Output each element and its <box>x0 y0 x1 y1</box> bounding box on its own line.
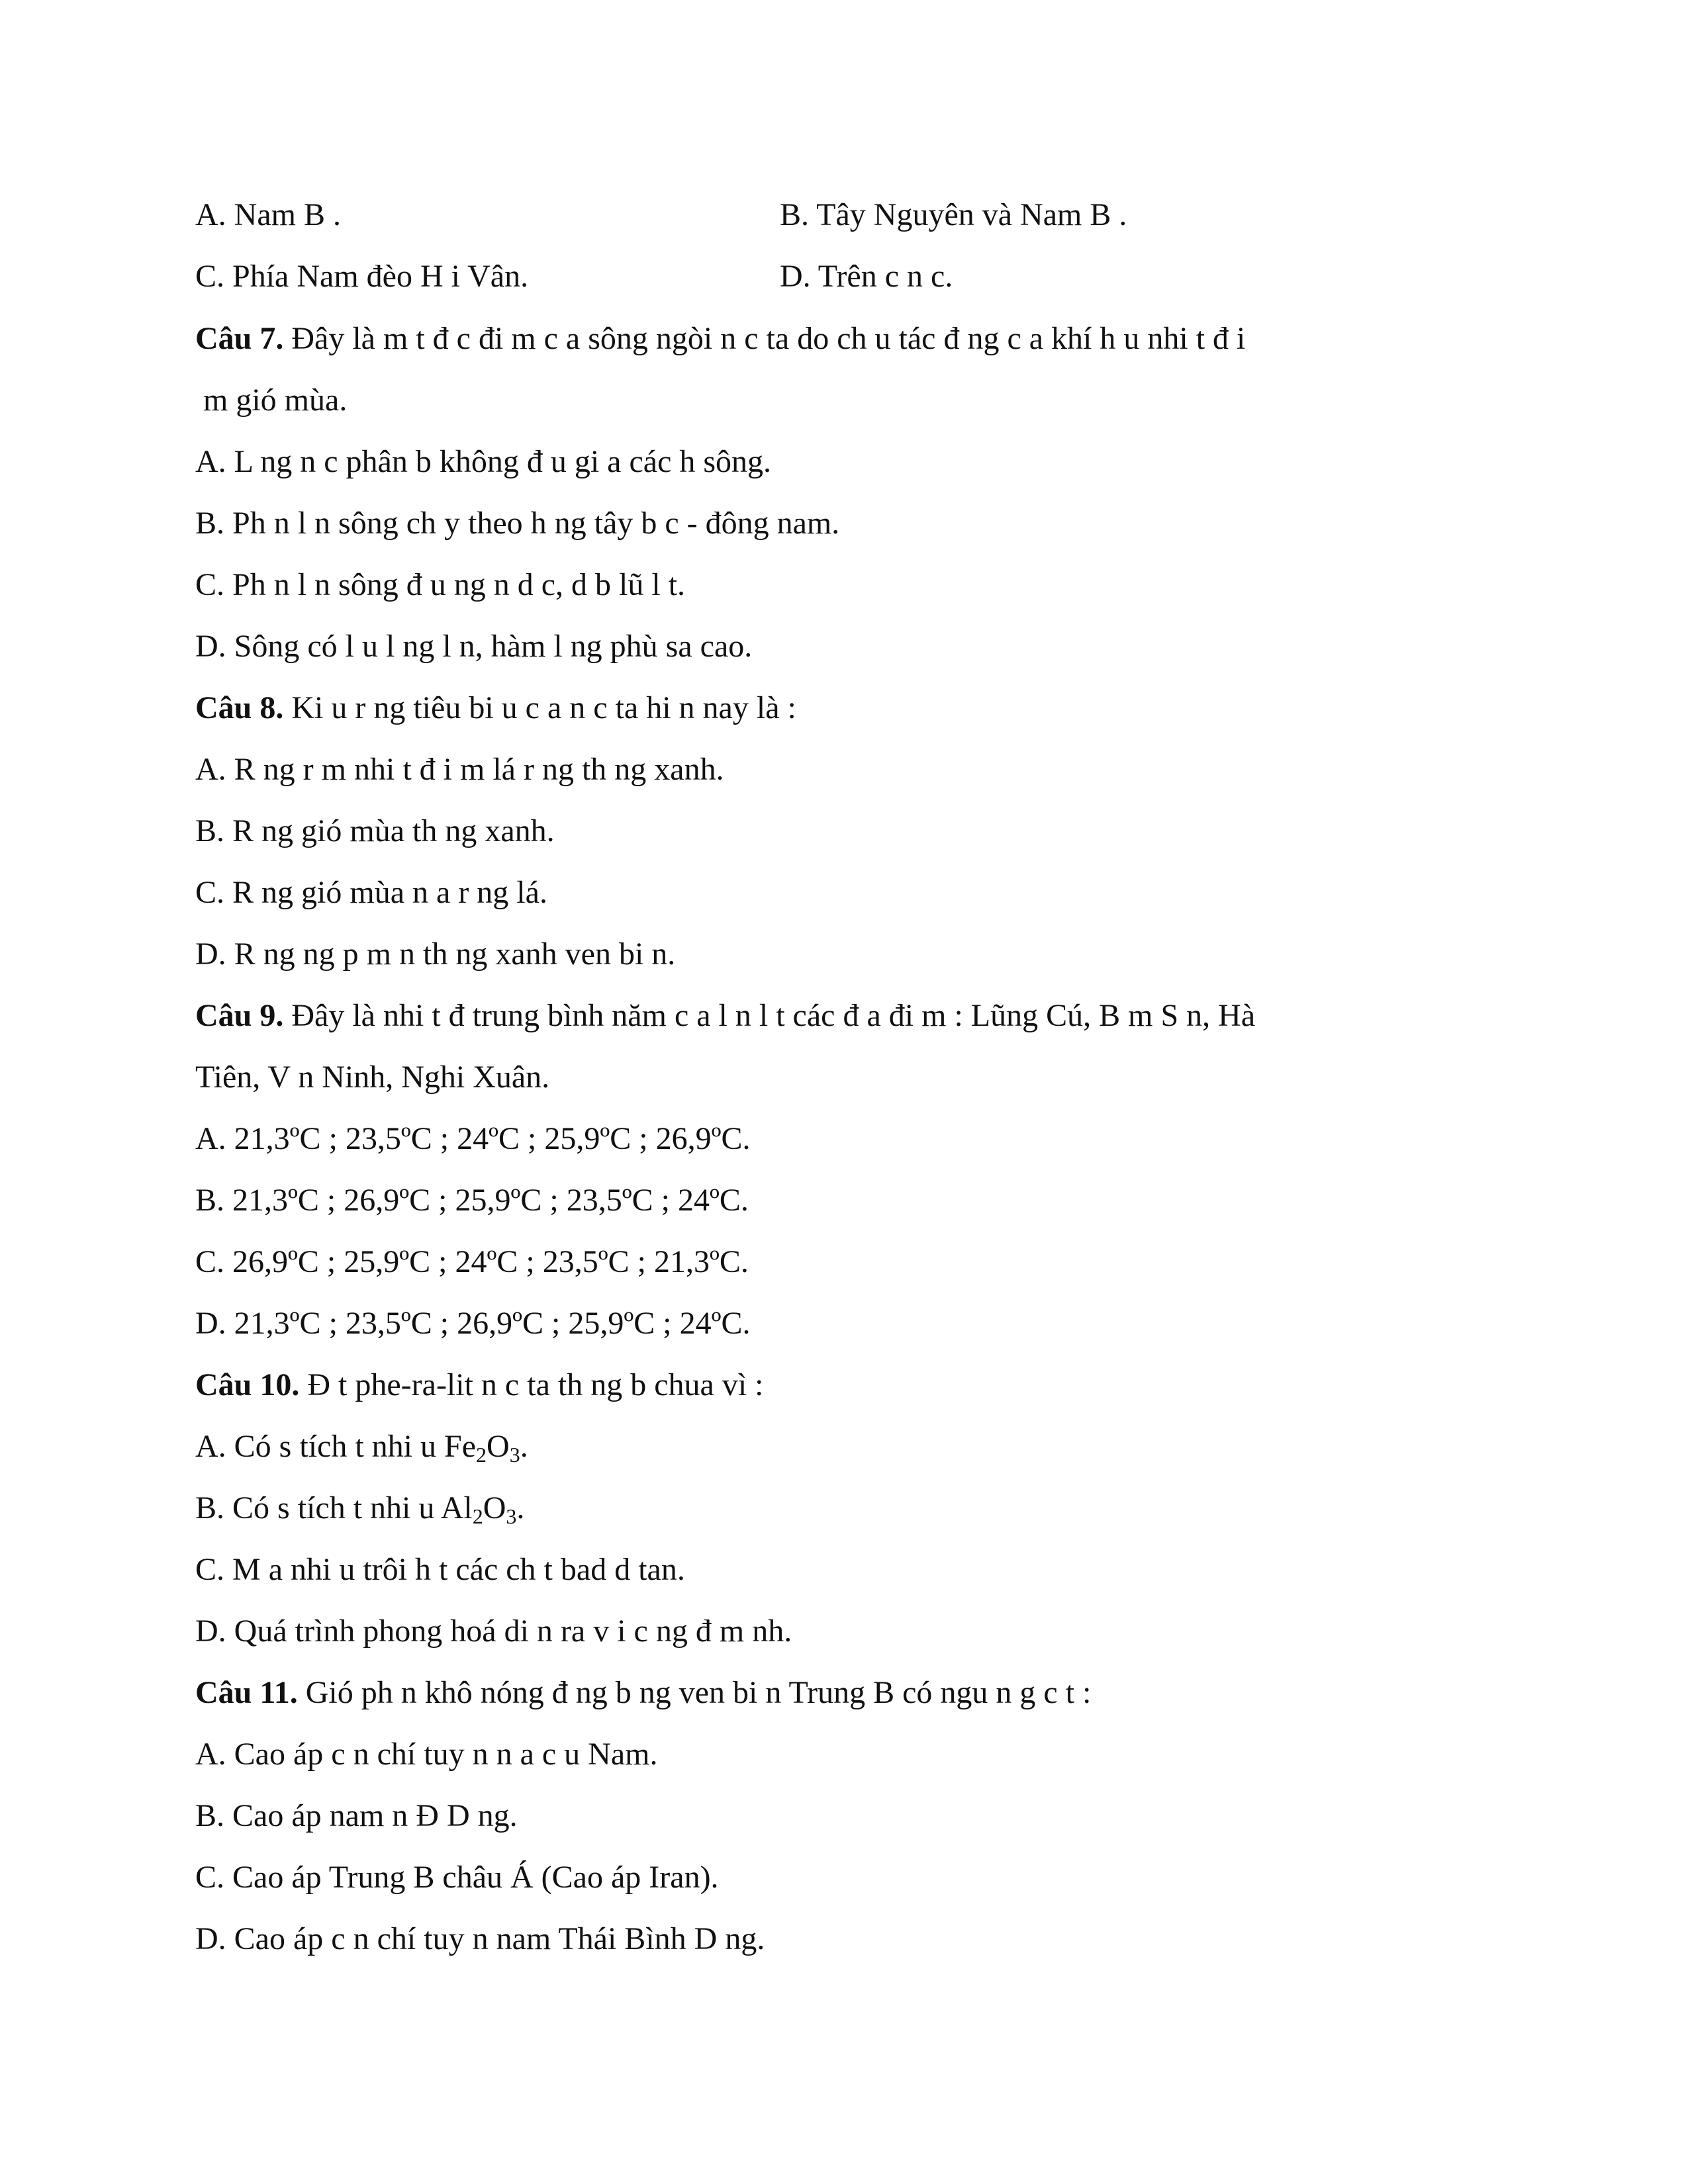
q6-option-a: A. Nam B . <box>195 197 341 232</box>
q10-option-b <box>195 1488 524 1528</box>
q10-option-a-sub1: 2 <box>476 1443 487 1467</box>
q11-text: Gió ph n khô nóng đ ng b ng ven bi n Trung B có ngu n g c t : <box>297 1675 1092 1710</box>
q8-option-c: C. R ng gió mùa n a r ng lá. <box>195 875 547 910</box>
q10-option-b-mid: O <box>483 1490 506 1525</box>
q10-text: Đ t phe-ra-lit n c ta th ng b chua vì : <box>299 1367 764 1402</box>
q9-option-b: B. 21,3ºC ; 26,9ºC ; 25,9ºC ; 23,5ºC ; 24ºC. <box>195 1183 749 1218</box>
q11-option-d: D. Cao áp c n chí tuy n nam Thái Bình D ng. <box>195 1921 765 1956</box>
q6-option-b: B. Tây Nguyên và Nam B . <box>780 197 1127 232</box>
q10-option-a-mid: O <box>487 1429 510 1464</box>
q9-text-line2: Tiên, V n Ninh, Nghi Xuân. <box>195 1060 550 1095</box>
q7-label: Câu 7. <box>195 321 284 356</box>
q10-option-a-end: . <box>520 1429 528 1464</box>
q9-option-a: A. 21,3ºC ; 23,5ºC ; 24ºC ; 25,9ºC ; 26,9ºC. <box>195 1121 751 1156</box>
q10-option-a-sub2: 3 <box>509 1443 520 1467</box>
q10-option-c: C. M a nhi u trôi h t các ch t bad d tan. <box>195 1552 685 1587</box>
q6-option-c: C. Phía Nam đèo H i Vân. <box>195 259 529 294</box>
q8-option-b: B. R ng gió mùa th ng xanh. <box>195 813 555 848</box>
q8-option-d: D. R ng ng p m n th ng xanh ven bi n. <box>195 936 676 972</box>
q9-question <box>195 996 1255 1036</box>
q10-option-b-sub1: 2 <box>472 1504 483 1528</box>
q6-option-d: D. Trên c n c. <box>780 259 953 294</box>
q10-option-a <box>195 1427 528 1467</box>
q7-option-b: B. Ph n l n sông ch y theo h ng tây b c - đông nam. <box>195 506 840 541</box>
q7-option-a: A. L ng n c phân b không đ u gi a các h sông. <box>195 444 772 479</box>
q10-label: Câu 10. <box>195 1367 300 1402</box>
q10-option-b-sub2: 3 <box>506 1504 517 1528</box>
q10-option-d: D. Quá trình phong hoá di n ra v i c ng đ m nh. <box>195 1614 792 1649</box>
q9-option-d: D. 21,3ºC ; 23,5ºC ; 26,9ºC ; 25,9ºC ; 24ºC. <box>195 1306 751 1341</box>
q7-option-c: C. Ph n l n sông đ u ng n d c, d b lũ l t. <box>195 567 686 602</box>
q10-option-b-end: . <box>516 1490 525 1525</box>
q10-option-a-prefix: A. Có s tích t nhi u Fe <box>195 1429 477 1464</box>
q11-option-c: C. Cao áp Trung B châu Á (Cao áp Iran). <box>195 1860 719 1895</box>
q9-text-line1: Đây là nhi t đ trung bình năm c a l n l t các đ a đi m : Lũng Cú, B m S n, Hà <box>283 998 1256 1033</box>
q11-option-b: B. Cao áp nam n Đ D ng. <box>195 1798 518 1833</box>
q11-label: Câu 11. <box>195 1675 298 1710</box>
q11-option-a: A. Cao áp c n chí tuy n n a c u Nam. <box>195 1737 658 1772</box>
q8-option-a: A. R ng r m nhi t đ i m lá r ng th ng xanh. <box>195 752 724 787</box>
q8-label: Câu 8. <box>195 690 284 725</box>
q8-text: Ki u r ng tiêu bi u c a n c ta hi n nay là : <box>283 690 796 725</box>
q7-option-d: D. Sông có l u l ng l n, hàm l ng phù sa cao. <box>195 629 753 664</box>
q9-label: Câu 9. <box>195 998 284 1033</box>
q7-text-line2: m gió mùa. <box>195 383 348 418</box>
q9-option-c: C. 26,9ºC ; 25,9ºC ; 24ºC ; 23,5ºC ; 21,3ºC. <box>195 1244 749 1279</box>
q11-question <box>195 1673 1091 1713</box>
q10-option-b-prefix: B. Có s tích t nhi u Al <box>195 1490 473 1525</box>
q8-question <box>195 688 796 728</box>
q10-question <box>195 1365 764 1405</box>
q7-text-line1: Đây là m t đ c đi m c a sông ngòi n c ta do ch u tác đ ng c a khí h u nhi t đ i <box>283 321 1246 356</box>
q7-question <box>195 319 1245 359</box>
